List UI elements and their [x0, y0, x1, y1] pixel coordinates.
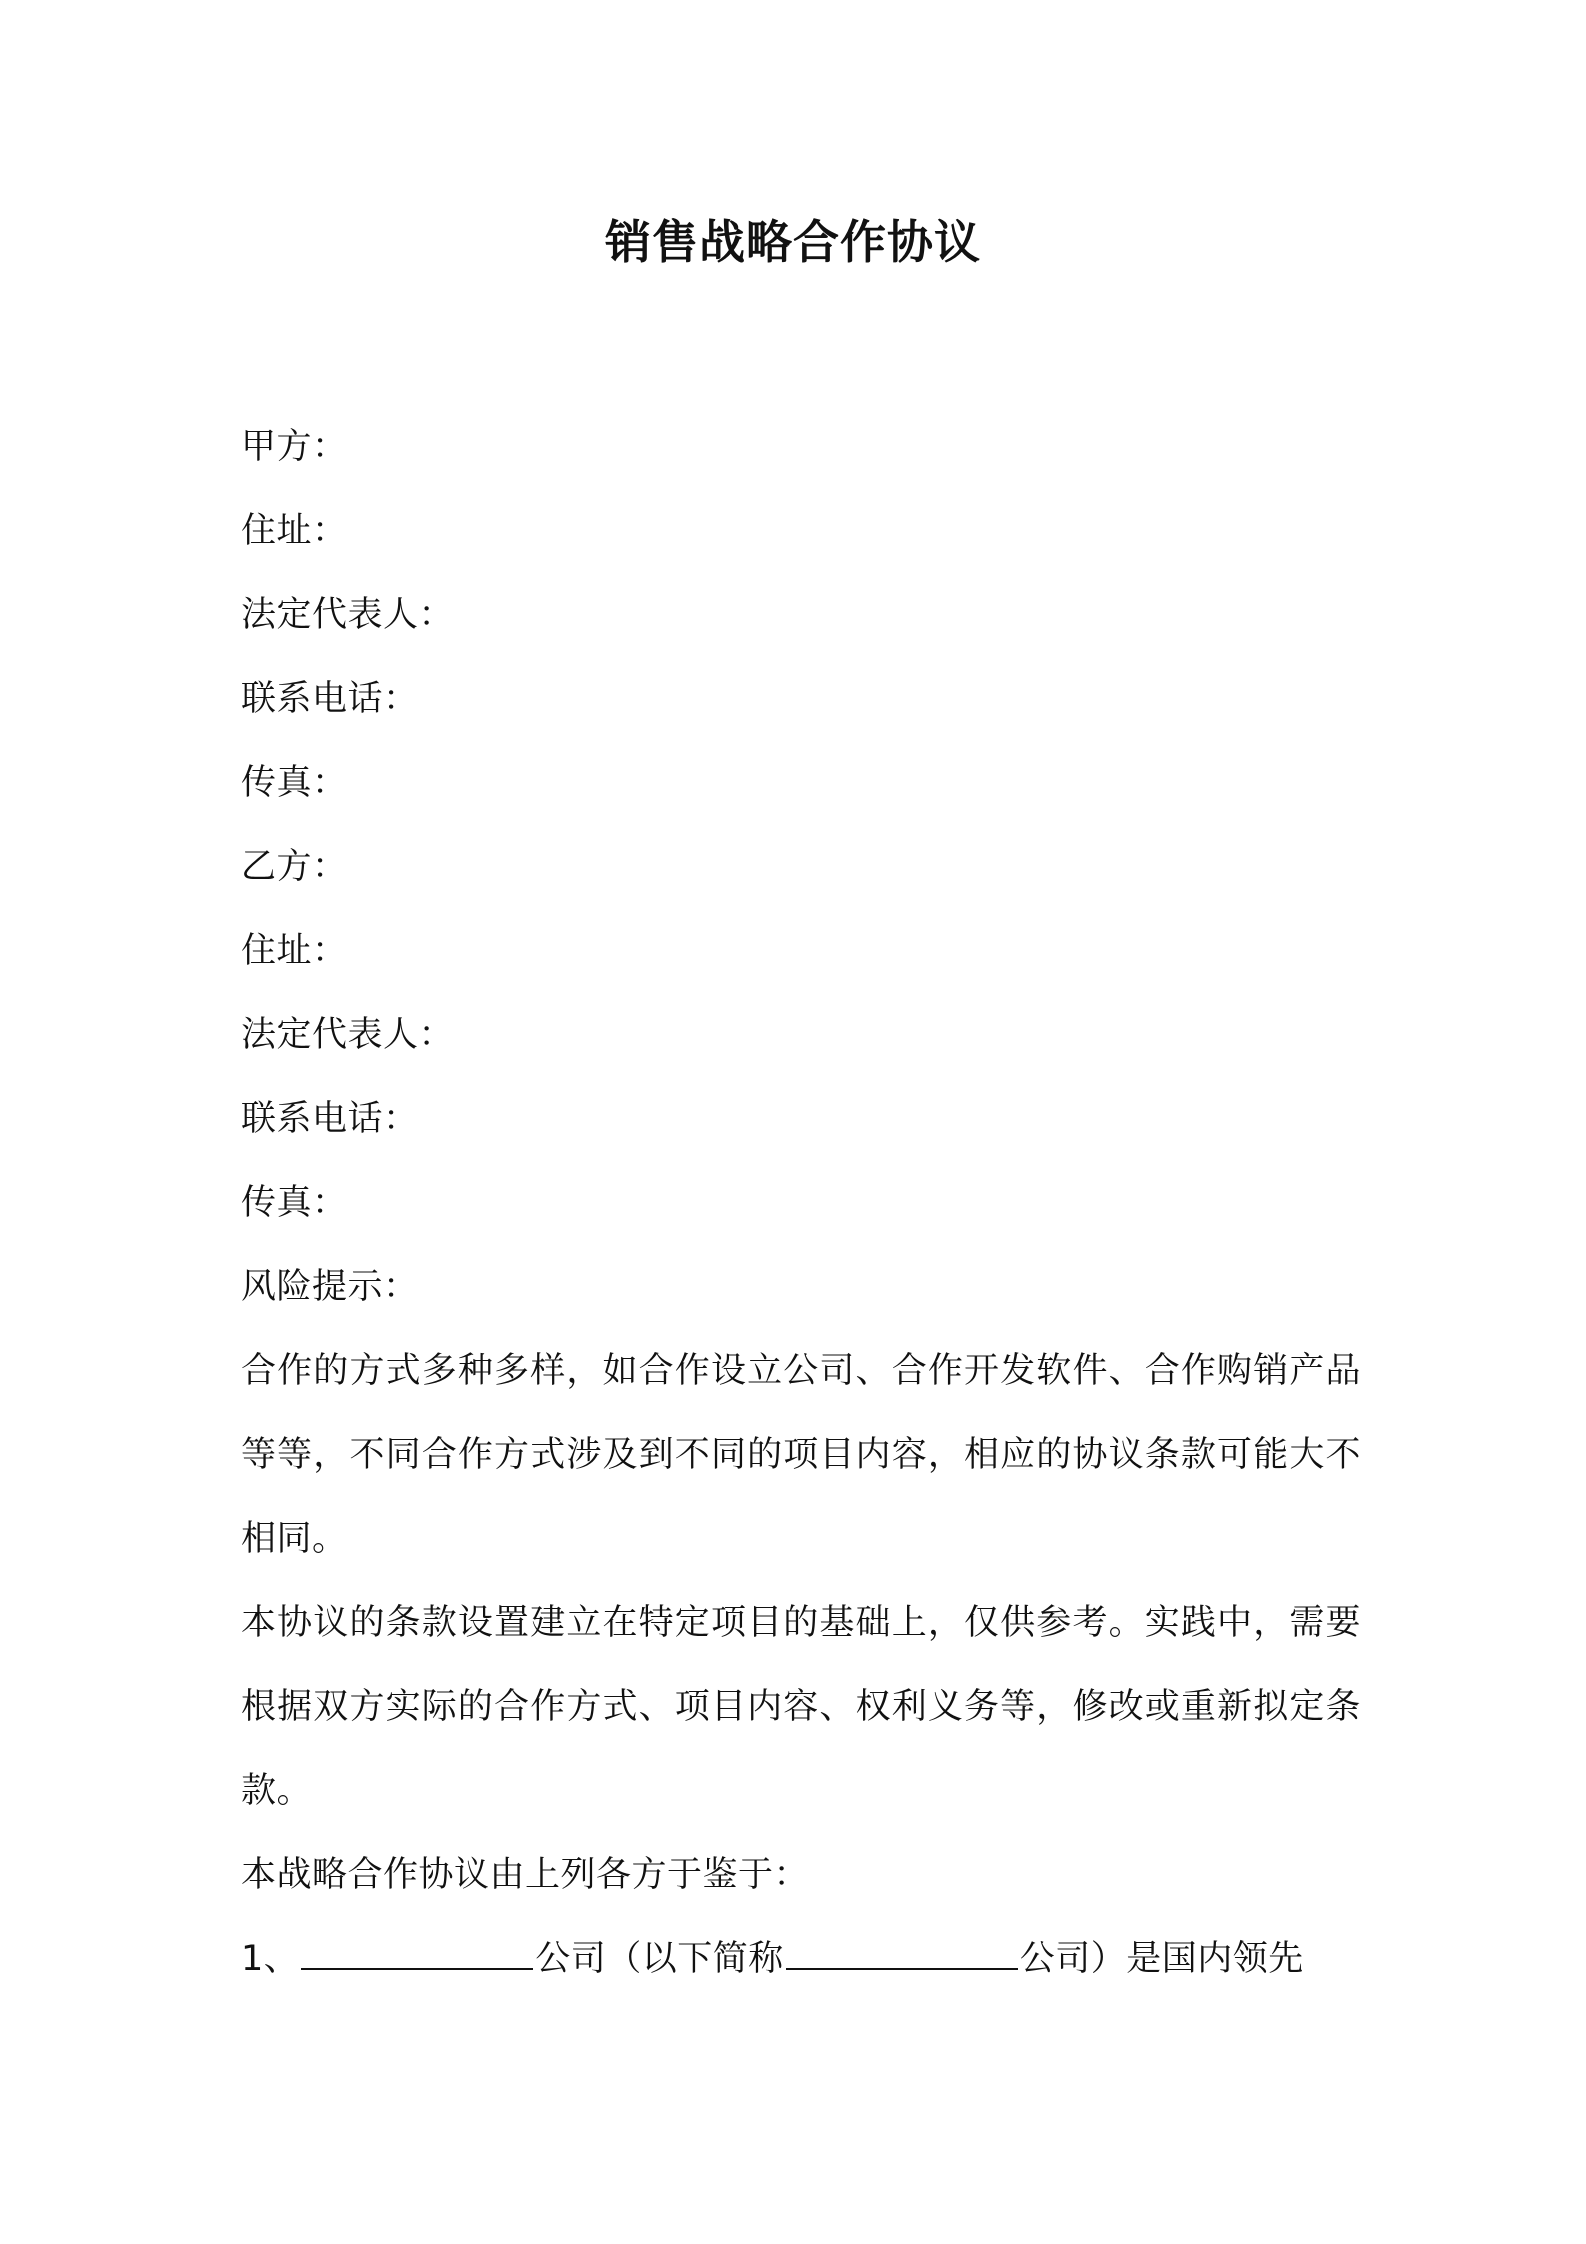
intro-line: 本战略合作协议由上列各方于鉴于：	[241, 1855, 810, 1895]
company-name-blank	[301, 1938, 533, 1970]
party-a-label: 甲方：	[241, 427, 348, 467]
party-a-fax-label: 传真：	[241, 763, 348, 803]
party-b-fax-label: 传真：	[241, 1183, 348, 1223]
document-body	[241, 405, 1361, 2001]
party-a-phone-label: 联系电话：	[241, 679, 419, 719]
clause-1	[241, 1917, 1361, 2001]
party-a-legal-rep-label: 法定代表人：	[241, 595, 455, 635]
party-b-legal-rep-label: 法定代表人：	[241, 1015, 455, 1055]
risk-label: 风险提示：	[241, 1267, 419, 1307]
risk-paragraph-1: 合作的方式多种多样，如合作设立公司、合作开发软件、合作购销产品等等，不同合作方式涉及到不同的项目内容，相应的协议条款可能大不相同。	[241, 1351, 1361, 1559]
risk-paragraph-2: 本协议的条款设置建立在特定项目的基础上，仅供参考。实践中，需要根据双方实际的合作方式、项目内容、权利义务等，修改或重新拟定条款。	[241, 1603, 1361, 1811]
party-b-address-label: 住址：	[241, 931, 348, 971]
company-short-name-blank	[786, 1938, 1018, 1970]
party-a-address-label: 住址：	[241, 511, 348, 551]
clause-1-part-1: 公司（以下简称	[535, 1939, 784, 1979]
party-b-phone-label: 联系电话：	[241, 1099, 419, 1139]
clause-1-part-2: 公司）是国内领先	[1019, 1939, 1304, 1979]
document-title: 销售战略合作协议	[605, 215, 981, 269]
clause-1-number: 1、	[241, 1939, 300, 1979]
party-b-label: 乙方：	[241, 847, 348, 887]
